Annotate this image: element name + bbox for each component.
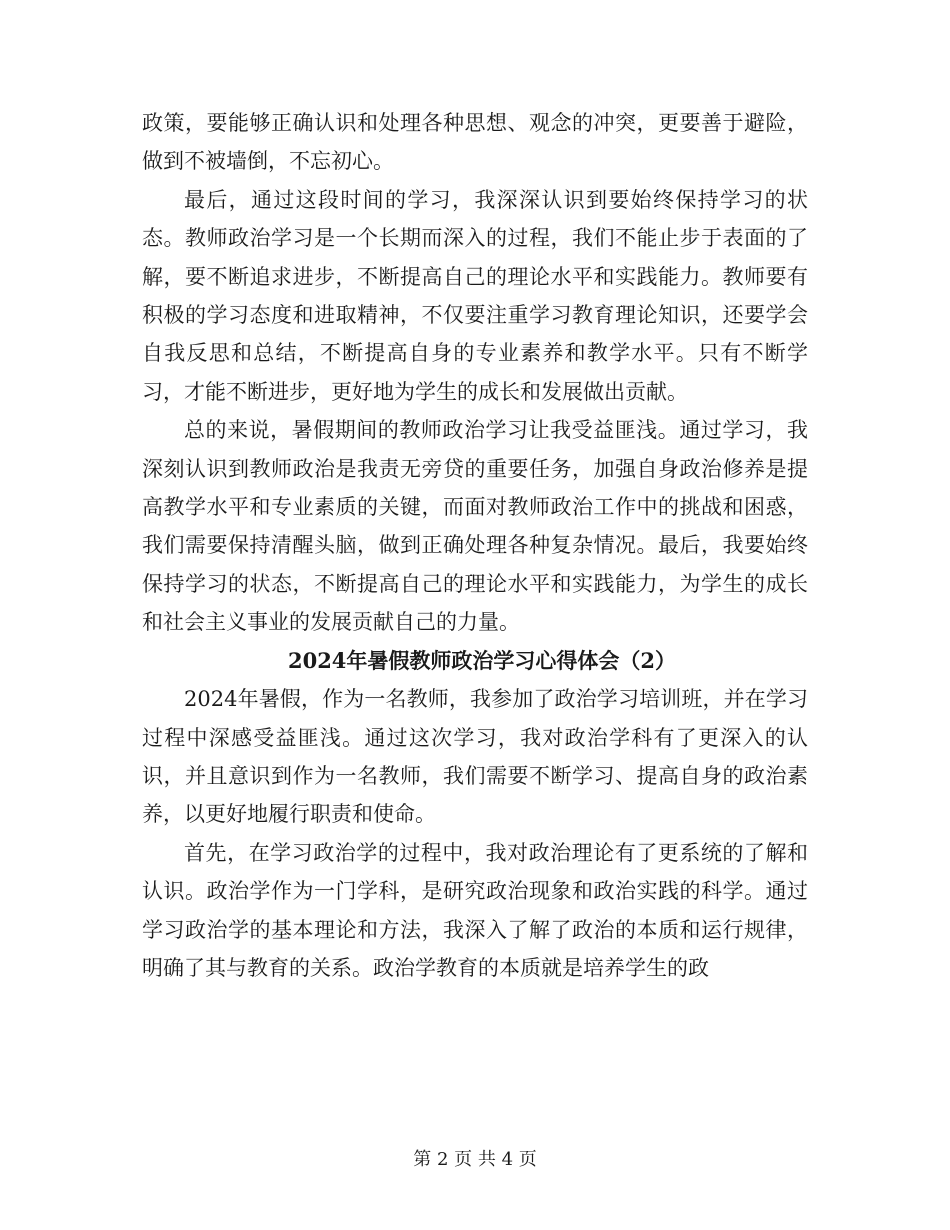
paragraph-continuation: 政策，要能够正确认识和处理各种思想、观念的冲突，更要善于避险，做到不被墙倒，不忘初心。 — [142, 111, 808, 174]
paragraph-first-point: 首先，在学习政治学的过程中，我对政治理论有了更系统的了解和认识。政治学作为一门学科，是研究政治现象和政治实践的科学。通过学习政治学的基本理论和方法，我深入了解了政治的本质和运行规律，明确了其与教育的关系。政治学教育的本质就是培养学生的政 — [142, 840, 808, 980]
paragraph-intro: 2024年暑假，作为一名教师，我参加了政治学习培训班，并在学习过程中深感受益匪浅。通过这次学习，我对政治学科有了更深入的认识，并且意识到作为一名教师，我们需要不断学习、提高自身的政治素养，以更好地履行职责和使命。 — [142, 687, 808, 827]
document-body — [142, 104, 808, 987]
paragraph-finally: 最后，通过这段时间的学习，我深深认识到要始终保持学习的状态。教师政治学习是一个长期而深入的过程，我们不能止步于表面的了解，要不断追求进步，不断提高自己的理论水平和实践能力。教师要有积极的学习态度和进取精神，不仅要注重学习教育理论知识，还要学会自我反思和总结，不断提高自身的专业素养和教学水平。只有不断学习，才能不断进步，更好地为学生的成长和发展做出贡献。 — [142, 187, 808, 404]
paragraph-summary: 总的来说，暑假期间的教师政治学习让我受益匪浅。通过学习，我深刻认识到教师政治是我责无旁贷的重要任务，加强自身政治修养是提高教学水平和专业素质的关键，而面对教师政治工作中的挑战和困惑，我们需要保持清醒头脑，做到正确处理各种复杂情况。最后，我要始终保持学习的状态，不断提高自己的理论水平和实践能力，为学生的成长和社会主义事业的发展贡献自己的力量。 — [142, 418, 808, 635]
section-title: 2024年暑假教师政治学习心得体会（2） — [287, 647, 677, 673]
page-number-footer: 第 2 页 共 4 页 — [413, 1149, 537, 1170]
